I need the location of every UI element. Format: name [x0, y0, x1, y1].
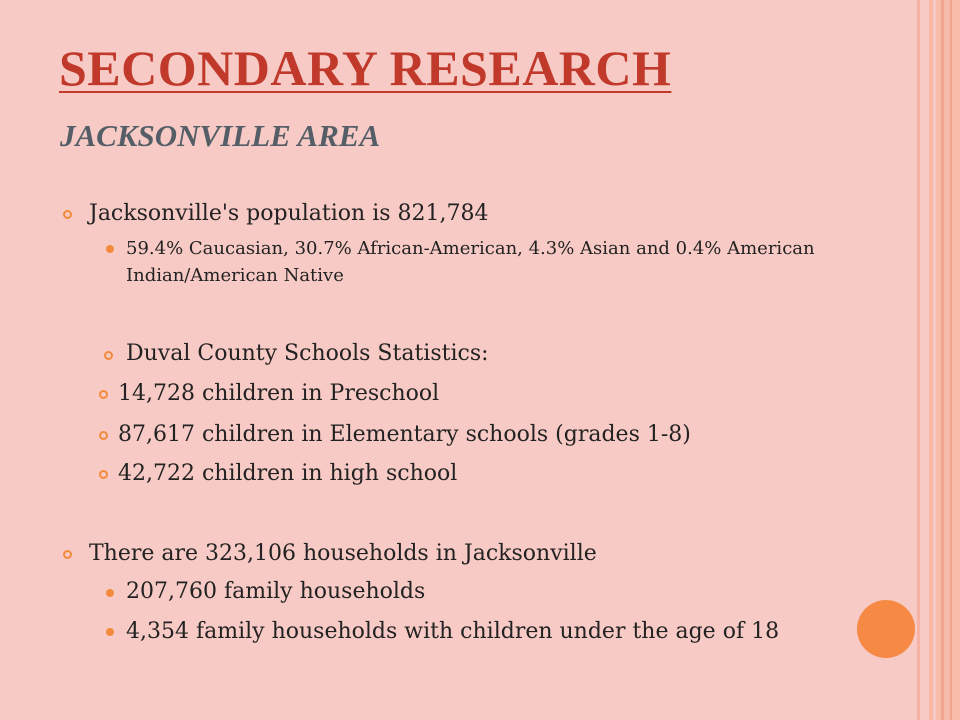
households-item-family: 207,760 family households	[126, 579, 426, 604]
population-detail-line1: 59.4% Caucasian, 30.7% African-American, 4.3% Asian and 0.4% American	[126, 238, 815, 259]
slide-title: SECONDARY RESEARCH	[59, 40, 672, 96]
schools-heading: Duval County Schools Statistics:	[126, 341, 489, 366]
population-detail-line2: Indian/American Native	[126, 265, 344, 286]
bullet-ring-icon	[63, 550, 72, 559]
decorative-stripe	[917, 0, 920, 720]
decorative-circle	[857, 600, 915, 658]
decorative-stripe	[950, 0, 952, 720]
bullet-ring-icon	[104, 351, 113, 360]
bullet-ring-icon	[99, 390, 108, 399]
bullet-dot-icon	[106, 245, 114, 253]
bullet-ring-icon	[99, 431, 108, 440]
schools-item-preschool: 14,728 children in Preschool	[118, 381, 440, 406]
households-text: There are 323,106 households in Jacksonville	[89, 541, 597, 566]
bullet-dot-icon	[106, 589, 114, 597]
bullet-ring-icon	[63, 210, 72, 219]
schools-item-elementary: 87,617 children in Elementary schools (grades 1-8)	[118, 422, 691, 447]
households-item-with-children: 4,354 family households with children under the age of 18	[126, 619, 780, 644]
bullet-ring-icon	[99, 470, 108, 479]
decorative-stripe	[929, 0, 933, 720]
decorative-stripe	[941, 0, 944, 720]
bullet-dot-icon	[106, 628, 114, 636]
decorative-stripe	[936, 0, 960, 720]
schools-item-high-school: 42,722 children in high school	[118, 461, 458, 486]
population-text: Jacksonville's population is 821,784	[89, 201, 489, 226]
slide-subtitle: JACKSONVILLE AREA	[60, 118, 381, 153]
